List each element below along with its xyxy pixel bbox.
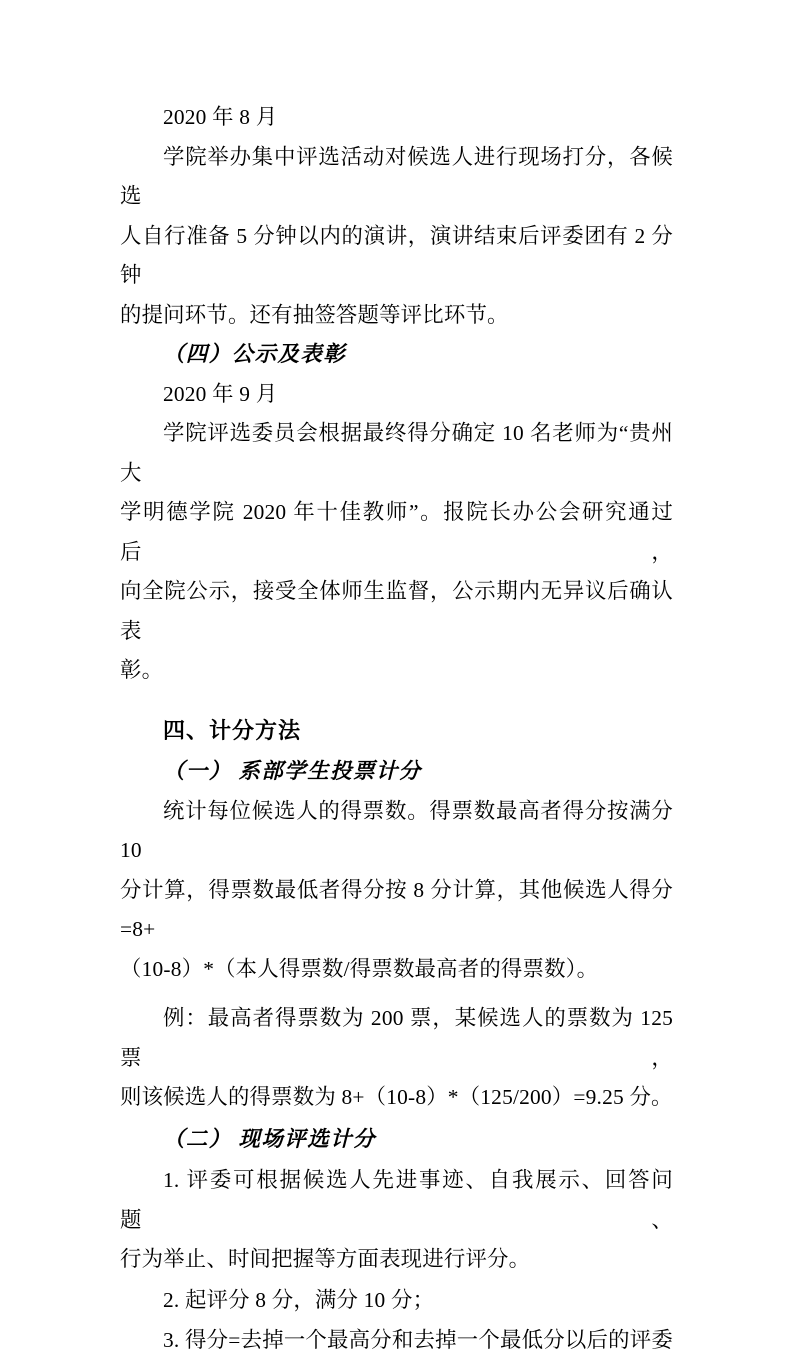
paragraph-body: [120, 138, 673, 336]
text-line: 2020 年 8 月: [163, 105, 278, 129]
paragraph-subheading: [120, 752, 673, 792]
text-line: （10-8）*（本人得票数/得票数最高者的得票数）。: [120, 956, 599, 981]
text-line: （四）公示及表彰: [163, 342, 347, 366]
text-line: 学院评选委员会根据最终得分确定 10 名老师为“贵州大: [120, 421, 673, 485]
paragraph-body: [120, 414, 673, 691]
paragraph-subheading: [120, 335, 673, 375]
text-line: 1. 评委可根据候选人先进事迹、自我展示、回答问题、: [120, 1168, 673, 1232]
paragraph-body: [120, 375, 673, 415]
text-line: 四、计分方法: [163, 717, 302, 743]
paragraph-body: [120, 98, 673, 138]
paragraph-body: [120, 792, 673, 990]
paragraph-subheading: [120, 1120, 673, 1160]
text-line: 的提问环节。还有抽签答题等评比环节。: [120, 302, 509, 327]
paragraph-heading: [120, 711, 673, 751]
text-line: （二） 现场评选计分: [163, 1126, 376, 1151]
text-line: 向全院公示，接受全体师生监督，公示期内无异议后确认表: [120, 579, 673, 643]
paragraph-body: [120, 999, 673, 1118]
text-line: 则该候选人的得票数为 8+（10-8）*（125/200）=9.25 分。: [120, 1085, 673, 1109]
text-line: 3. 得分=去掉一个最高分和去掉一个最低分以后的评委: [163, 1328, 673, 1352]
text-line: 彰。: [120, 658, 164, 682]
paragraph-body: [120, 1321, 673, 1361]
paragraph-body: [120, 1281, 673, 1321]
document-content: [120, 98, 673, 1361]
text-line: 2. 起评分 8 分，满分 10 分；: [163, 1287, 435, 1312]
text-line: 行为举止、时间把握等方面表现进行评分。: [120, 1247, 531, 1271]
text-line: 统计每位候选人的得票数。得票数最高者得分按满分 10: [120, 798, 673, 862]
text-line: 学院举办集中评选活动对候选人进行现场打分，各候选: [120, 144, 673, 208]
text-line: 学明德学院 2020 年十佳教师”。报院长办公会研究通过后，: [120, 500, 673, 564]
text-line: （一） 系部学生投票计分: [163, 759, 422, 783]
text-line: 分计算，得票数最低者得分按 8 分计算，其他候选人得分=8+: [120, 877, 673, 941]
text-line: 2020 年 9 月: [163, 381, 278, 406]
text-line: 人自行准备 5 分钟以内的演讲，演讲结束后评委团有 2 分钟: [120, 223, 673, 287]
paragraph-body: [120, 1161, 673, 1280]
text-line: 例：最高者得票数为 200 票，某候选人的票数为 125 票，: [120, 1006, 673, 1070]
